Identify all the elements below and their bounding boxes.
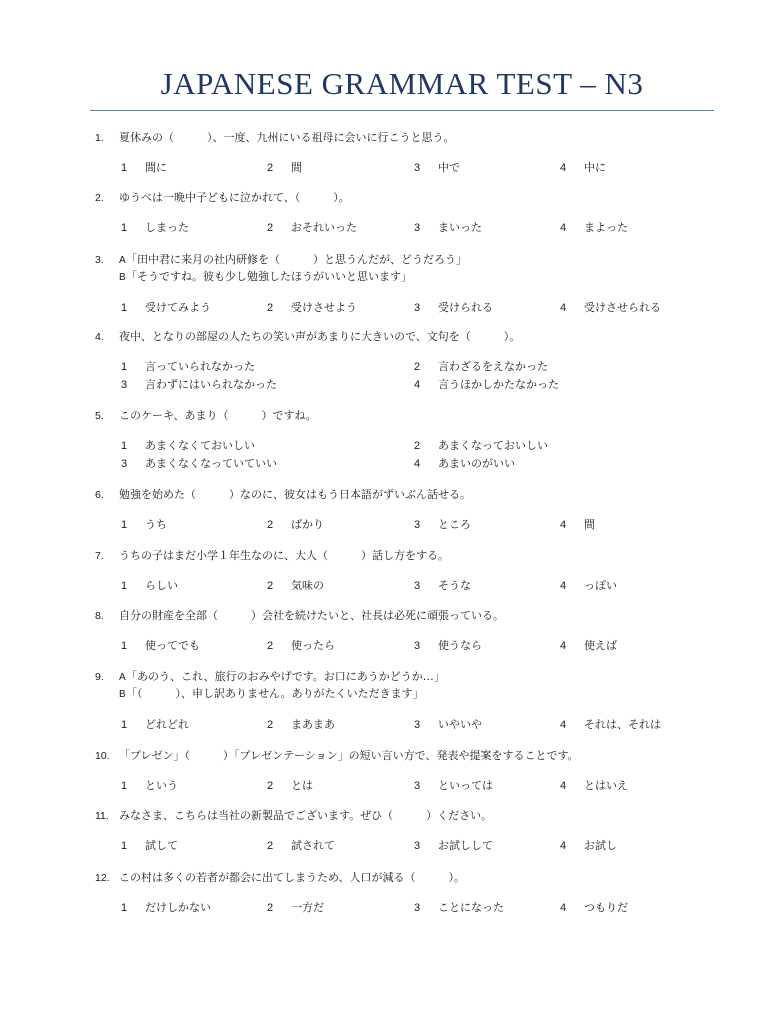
question-number: 5. bbox=[95, 410, 104, 422]
option-1[interactable]: 1 しまった bbox=[121, 221, 189, 234]
question-number: 8. bbox=[95, 610, 104, 622]
option-3[interactable]: 3 受けられる bbox=[414, 301, 493, 314]
question-number: 7. bbox=[95, 550, 104, 562]
option-1[interactable]: 1 あまくなくておいしい bbox=[121, 439, 255, 452]
option-2[interactable]: 2 あまくなっておいしい bbox=[414, 439, 548, 452]
option-4[interactable]: 4 お試し bbox=[560, 839, 617, 852]
option-3[interactable]: 3 いやいや bbox=[414, 718, 482, 731]
question-number: 6. bbox=[95, 489, 104, 501]
question-number: 10. bbox=[95, 750, 110, 762]
question-number: 9. bbox=[95, 671, 104, 683]
option-2[interactable]: 2 まあまあ bbox=[267, 718, 335, 731]
question-text: ゆうべは一晩中子どもに泣かれて、（ ）。 bbox=[119, 191, 350, 204]
option-2[interactable]: 2 とは bbox=[267, 779, 313, 792]
option-3[interactable]: 3 といっては bbox=[414, 779, 493, 792]
option-2[interactable]: 2 一方だ bbox=[267, 901, 324, 914]
question-number: 11. bbox=[95, 810, 109, 822]
speaker-label: A bbox=[119, 672, 126, 683]
dialogue-line-b: B「そうですね。彼も少し勉強したほうがいいと思います」 bbox=[119, 269, 412, 286]
question-number: 3. bbox=[95, 254, 104, 266]
dialogue-line-b: B「（ ）、申し訳ありません。ありがたくいただきます」 bbox=[119, 686, 424, 703]
option-1[interactable]: 1 らしい bbox=[121, 579, 178, 592]
title-divider bbox=[90, 110, 714, 111]
option-3[interactable]: 3 使うなら bbox=[414, 639, 482, 652]
question-text: うちの子はまだ小学１年生なのに、大人（ ）話し方をする。 bbox=[119, 549, 449, 562]
option-3[interactable]: 3 中で bbox=[414, 161, 460, 174]
option-1[interactable]: 1 だけしかない bbox=[121, 901, 211, 914]
option-3[interactable]: 3 あまくなくなっていていい bbox=[121, 457, 277, 470]
test-title: JAPANESE GRAMMAR TEST – N3 bbox=[160, 66, 644, 101]
option-4[interactable]: 4 それは、それは bbox=[560, 718, 661, 731]
question-number: 4. bbox=[95, 331, 104, 343]
option-1[interactable]: 1 使ってでも bbox=[121, 639, 200, 652]
speaker-label: B bbox=[119, 272, 126, 283]
option-2[interactable]: 2 試されて bbox=[267, 839, 335, 852]
speaker-label: B bbox=[119, 689, 126, 700]
option-1[interactable]: 1 間に bbox=[121, 161, 167, 174]
option-4[interactable]: 4 まよった bbox=[560, 221, 628, 234]
option-4[interactable]: 4 つもりだ bbox=[560, 901, 628, 914]
option-1[interactable]: 1 試して bbox=[121, 839, 178, 852]
question-text: みなさま、こちらは当社の新製品でございます。ぜひ（ ）ください。 bbox=[119, 809, 493, 822]
option-4[interactable]: 4 使えば bbox=[560, 639, 617, 652]
question-text: この村は多くの若者が都会に出てしまうため、人口が減る（ ）。 bbox=[119, 871, 466, 884]
option-4[interactable]: 4 間 bbox=[560, 518, 595, 531]
option-2[interactable]: 2 ばかり bbox=[267, 518, 324, 531]
option-4[interactable]: 4 受けさせられる bbox=[560, 301, 661, 314]
option-3[interactable]: 3 ところ bbox=[414, 518, 471, 531]
question-number: 2. bbox=[95, 192, 104, 204]
option-1[interactable]: 1 どれどれ bbox=[121, 718, 189, 731]
question-text: 自分の財産を全部（ ）会社を続けたいと、社長は必死に頑張っている。 bbox=[119, 609, 504, 622]
option-2[interactable]: 2 間 bbox=[267, 161, 302, 174]
option-1[interactable]: 1 うち bbox=[121, 518, 167, 531]
option-1[interactable]: 1 という bbox=[121, 779, 178, 792]
question-text: このケーキ、あまり（ ）ですね。 bbox=[119, 409, 317, 422]
option-3[interactable]: 3 ことになった bbox=[414, 901, 504, 914]
dialogue-line-a: A「あのう、これ、旅行のおみやげです。お口にあうかどうか…」 bbox=[119, 669, 445, 686]
speaker-label: A bbox=[119, 255, 126, 266]
question-text: 勉強を始めた（ ）なのに、彼女はもう日本語がずいぶん話せる。 bbox=[119, 488, 471, 501]
option-4[interactable]: 4 っぽい bbox=[560, 579, 617, 592]
option-3[interactable]: 3 言わずにはいられなかった bbox=[121, 378, 277, 391]
option-4[interactable]: 4 あまいのがいい bbox=[414, 457, 515, 470]
option-4[interactable]: 4 言うほかしかたなかった bbox=[414, 378, 559, 391]
question-text: 夏休みの（ ）、一度、九州にいる祖母に会いに行こうと思う。 bbox=[119, 131, 455, 144]
option-3[interactable]: 3 まいった bbox=[414, 221, 482, 234]
question-number: 12. bbox=[95, 872, 110, 884]
question-text: 「プレゼン」（ ）「プレゼンテーション」の短い言い方で、発表や提案をすることです。 bbox=[119, 749, 579, 762]
question-text: 夜中、となりの部屋の人たちの笑い声があまりに大きいので、文句を（ ）。 bbox=[119, 330, 521, 343]
option-2[interactable]: 2 使ったら bbox=[267, 639, 335, 652]
option-2[interactable]: 2 受けさせよう bbox=[267, 301, 357, 314]
option-3[interactable]: 3 そうな bbox=[414, 579, 471, 592]
option-1[interactable]: 1 受けてみよう bbox=[121, 301, 211, 314]
option-4[interactable]: 4 とはいえ bbox=[560, 779, 628, 792]
option-2[interactable]: 2 おそれいった bbox=[267, 221, 357, 234]
option-2[interactable]: 2 言わざるをえなかった bbox=[414, 360, 548, 373]
option-2[interactable]: 2 気味の bbox=[267, 579, 324, 592]
option-3[interactable]: 3 お試しして bbox=[414, 839, 493, 852]
option-1[interactable]: 1 言っていられなかった bbox=[121, 360, 255, 373]
dialogue-line-a: A「田中君に来月の社内研修を（ ）と思うんだが、どうだろう」 bbox=[119, 252, 467, 269]
option-4[interactable]: 4 中に bbox=[560, 161, 606, 174]
question-number: 1. bbox=[95, 132, 104, 144]
